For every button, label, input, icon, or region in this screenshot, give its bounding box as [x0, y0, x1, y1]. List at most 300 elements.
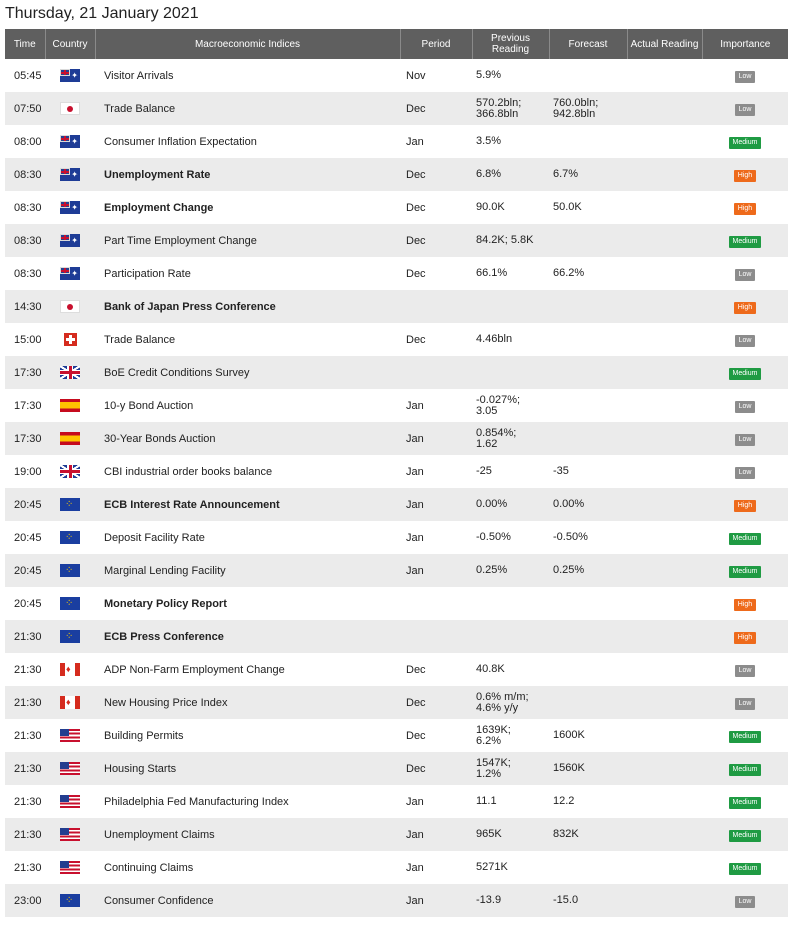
- previous-line1: 1547K;: [476, 756, 511, 769]
- event-previous: [472, 389, 549, 422]
- event-name[interactable]: CBI industrial order books balance: [95, 455, 400, 488]
- event-name[interactable]: ECB Press Conference: [95, 620, 400, 653]
- spain-flag-icon: [60, 432, 80, 445]
- event-name[interactable]: Employment Change: [95, 191, 400, 224]
- previous-line1: 90.0K: [476, 201, 505, 213]
- japan-flag-icon: [60, 102, 80, 115]
- event-forecast: [549, 818, 627, 851]
- australia-flag-icon: [60, 201, 80, 214]
- event-forecast: [549, 389, 627, 422]
- event-actual: [627, 125, 702, 158]
- previous-line1: -25: [476, 465, 492, 477]
- event-importance: [702, 686, 788, 719]
- table-row[interactable]: [5, 257, 788, 290]
- previous-line1: 6.8%: [476, 168, 502, 180]
- previous-line2: 4.6% y/y: [476, 701, 519, 714]
- event-name[interactable]: Marginal Lending Facility: [95, 554, 400, 587]
- switzerland-flag-icon: [64, 333, 77, 346]
- event-time: 08:30: [5, 224, 45, 257]
- event-actual: [627, 818, 702, 851]
- event-period: Nov: [400, 59, 472, 92]
- event-name[interactable]: 10-y Bond Auction: [95, 389, 400, 422]
- event-country: [45, 422, 95, 455]
- event-name[interactable]: Visitor Arrivals: [95, 59, 400, 92]
- previous-line2: 1.2%: [476, 767, 502, 780]
- column-header-previous-line1: Previous: [491, 33, 530, 44]
- eu-flag-icon: [60, 894, 80, 907]
- usa-flag-icon: [60, 795, 80, 808]
- event-period: Dec: [400, 191, 472, 224]
- event-country: [45, 620, 95, 653]
- event-country: [45, 59, 95, 92]
- event-name[interactable]: Continuing Claims: [95, 851, 400, 884]
- eu-flag-icon: [60, 630, 80, 643]
- event-period: Jan: [400, 422, 472, 455]
- table-header: [5, 29, 788, 59]
- event-period: Jan: [400, 389, 472, 422]
- table-row[interactable]: [5, 422, 788, 455]
- table-row[interactable]: [5, 356, 788, 389]
- event-period: [400, 356, 472, 389]
- event-time: 08:30: [5, 191, 45, 224]
- table-row[interactable]: [5, 851, 788, 884]
- event-country: [45, 92, 95, 125]
- importance-badge: Low: [735, 401, 756, 413]
- event-time: 17:30: [5, 356, 45, 389]
- event-importance: [702, 290, 788, 323]
- event-country: [45, 125, 95, 158]
- event-importance: [702, 719, 788, 752]
- usa-flag-icon: [60, 861, 80, 874]
- event-previous: [472, 257, 549, 290]
- forecast-line1: -35: [553, 465, 569, 477]
- previous-line1: 0.854%;: [476, 426, 517, 439]
- table-row[interactable]: [5, 158, 788, 191]
- importance-badge: High: [734, 170, 756, 182]
- importance-badge: Medium: [729, 137, 762, 149]
- event-name[interactable]: Consumer Confidence: [95, 884, 400, 917]
- event-actual: [627, 290, 702, 323]
- event-actual: [627, 620, 702, 653]
- event-importance: [702, 818, 788, 851]
- importance-badge: Low: [735, 665, 756, 677]
- event-period: Dec: [400, 92, 472, 125]
- event-previous: [472, 323, 549, 356]
- previous-line1: -0.027%;: [476, 393, 521, 406]
- event-importance: [702, 125, 788, 158]
- event-time: 17:30: [5, 389, 45, 422]
- event-forecast: [549, 191, 627, 224]
- event-actual: [627, 884, 702, 917]
- table-row[interactable]: [5, 323, 788, 356]
- event-name[interactable]: Participation Rate: [95, 257, 400, 290]
- event-country: [45, 653, 95, 686]
- event-period: Jan: [400, 125, 472, 158]
- event-time: 08:30: [5, 158, 45, 191]
- event-actual: [627, 257, 702, 290]
- event-importance: [702, 224, 788, 257]
- event-name[interactable]: Building Permits: [95, 719, 400, 752]
- event-period: [400, 587, 472, 620]
- event-country: [45, 389, 95, 422]
- importance-badge: High: [734, 302, 756, 314]
- eu-flag-icon: [60, 564, 80, 577]
- previous-line1: 84.2K; 5.8K: [476, 234, 534, 246]
- event-period: Dec: [400, 158, 472, 191]
- event-actual: [627, 521, 702, 554]
- event-period: Jan: [400, 554, 472, 587]
- event-time: 20:45: [5, 587, 45, 620]
- previous-line1: 0.25%: [476, 564, 508, 576]
- event-importance: [702, 389, 788, 422]
- event-country: [45, 290, 95, 323]
- table-row[interactable]: [5, 290, 788, 323]
- event-name[interactable]: BoE Credit Conditions Survey: [95, 356, 400, 389]
- previous-line1: -0.50%: [476, 531, 511, 543]
- table-row[interactable]: [5, 455, 788, 488]
- event-name[interactable]: Bank of Japan Press Conference: [95, 290, 400, 323]
- event-country: [45, 521, 95, 554]
- event-country: [45, 323, 95, 356]
- event-name[interactable]: Unemployment Rate: [95, 158, 400, 191]
- event-forecast: [549, 884, 627, 917]
- event-actual: [627, 686, 702, 719]
- event-actual: [627, 455, 702, 488]
- event-forecast: [549, 125, 627, 158]
- event-importance: [702, 488, 788, 521]
- event-name[interactable]: Housing Starts: [95, 752, 400, 785]
- event-time: 23:00: [5, 884, 45, 917]
- table-row[interactable]: [5, 719, 788, 752]
- japan-flag-icon: [60, 300, 80, 313]
- previous-line1: 1639K;: [476, 723, 511, 736]
- event-time: 21:30: [5, 752, 45, 785]
- event-importance: [702, 422, 788, 455]
- table-row[interactable]: [5, 818, 788, 851]
- previous-line1: 0.00%: [476, 498, 508, 510]
- event-period: [400, 620, 472, 653]
- australia-flag-icon: [60, 168, 80, 181]
- event-importance: [702, 884, 788, 917]
- event-previous: [472, 521, 549, 554]
- table-row[interactable]: [5, 686, 788, 719]
- forecast-line1: 760.0bln;: [553, 96, 599, 109]
- event-forecast: [549, 785, 627, 818]
- event-period: Dec: [400, 257, 472, 290]
- event-time: 21:30: [5, 818, 45, 851]
- column-header-time[interactable]: Time: [5, 29, 45, 59]
- event-previous: [472, 290, 549, 323]
- event-time: 08:00: [5, 125, 45, 158]
- event-previous: [472, 125, 549, 158]
- event-period: Jan: [400, 521, 472, 554]
- event-forecast: [549, 356, 627, 389]
- event-time: 21:30: [5, 653, 45, 686]
- previous-line1: 4.46bln: [476, 333, 513, 345]
- previous-line2: 366.8bln: [476, 107, 519, 120]
- column-header-forecast[interactable]: Forecast: [549, 29, 627, 59]
- event-forecast: [549, 455, 627, 488]
- event-name[interactable]: Philadelphia Fed Manufacturing Index: [95, 785, 400, 818]
- table-row[interactable]: [5, 488, 788, 521]
- table-row[interactable]: [5, 389, 788, 422]
- usa-flag-icon: [60, 762, 80, 775]
- event-country: [45, 257, 95, 290]
- event-forecast: [549, 323, 627, 356]
- usa-flag-icon: [60, 828, 80, 841]
- event-importance: [702, 521, 788, 554]
- event-time: 14:30: [5, 290, 45, 323]
- event-previous: [472, 719, 549, 752]
- event-time: 20:45: [5, 488, 45, 521]
- event-forecast: [549, 587, 627, 620]
- event-importance: [702, 554, 788, 587]
- event-country: [45, 488, 95, 521]
- previous-line2: 3.05: [476, 404, 498, 417]
- event-name[interactable]: Trade Balance: [95, 323, 400, 356]
- event-time: 21:30: [5, 851, 45, 884]
- column-header-indices[interactable]: Macroeconomic Indices: [95, 29, 400, 59]
- event-actual: [627, 752, 702, 785]
- usa-flag-icon: [60, 729, 80, 742]
- event-country: [45, 752, 95, 785]
- column-header-country[interactable]: Country: [45, 29, 95, 59]
- event-period: Jan: [400, 818, 472, 851]
- event-previous: [472, 191, 549, 224]
- event-country: [45, 851, 95, 884]
- event-period: Jan: [400, 488, 472, 521]
- importance-badge: High: [734, 203, 756, 215]
- event-importance: [702, 59, 788, 92]
- column-header-previous[interactable]: [472, 29, 549, 59]
- event-name[interactable]: Unemployment Claims: [95, 818, 400, 851]
- event-period: Jan: [400, 851, 472, 884]
- event-name[interactable]: Part Time Employment Change: [95, 224, 400, 257]
- event-forecast: [549, 59, 627, 92]
- event-forecast: [549, 521, 627, 554]
- importance-badge: Low: [735, 896, 756, 908]
- event-country: [45, 158, 95, 191]
- event-forecast: [549, 224, 627, 257]
- event-actual: [627, 851, 702, 884]
- event-importance: [702, 785, 788, 818]
- importance-badge: Low: [735, 467, 756, 479]
- event-country: [45, 356, 95, 389]
- importance-badge: Low: [735, 71, 756, 83]
- event-forecast: [549, 653, 627, 686]
- australia-flag-icon: [60, 234, 80, 247]
- importance-badge: High: [734, 599, 756, 611]
- previous-line1: 40.8K: [476, 663, 505, 675]
- event-time: 21:30: [5, 719, 45, 752]
- importance-badge: Low: [735, 335, 756, 347]
- event-country: [45, 224, 95, 257]
- table-body: [5, 59, 788, 917]
- event-forecast: [549, 554, 627, 587]
- table-row[interactable]: [5, 554, 788, 587]
- table-row[interactable]: [5, 587, 788, 620]
- event-name[interactable]: ADP Non-Farm Employment Change: [95, 653, 400, 686]
- event-importance: [702, 455, 788, 488]
- event-country: [45, 785, 95, 818]
- forecast-line1: -15.0: [553, 894, 579, 906]
- importance-badge: Low: [735, 269, 756, 281]
- previous-line1: 5.9%: [476, 69, 502, 81]
- event-previous: [472, 818, 549, 851]
- table-row[interactable]: [5, 191, 788, 224]
- table-row[interactable]: [5, 59, 788, 92]
- event-previous: [472, 92, 549, 125]
- event-name[interactable]: Consumer Inflation Expectation: [95, 125, 400, 158]
- previous-line1: 66.1%: [476, 267, 508, 279]
- event-actual: [627, 191, 702, 224]
- forecast-line2: 942.8bln: [553, 107, 596, 120]
- event-country: [45, 191, 95, 224]
- event-name[interactable]: ECB Interest Rate Announcement: [95, 488, 400, 521]
- event-importance: [702, 851, 788, 884]
- event-country: [45, 686, 95, 719]
- event-name[interactable]: Monetary Policy Report: [95, 587, 400, 620]
- column-header-period[interactable]: Period: [400, 29, 472, 59]
- event-name[interactable]: New Housing Price Index: [95, 686, 400, 719]
- table-row[interactable]: [5, 620, 788, 653]
- event-previous: [472, 851, 549, 884]
- eu-flag-icon: [60, 597, 80, 610]
- table-row[interactable]: [5, 752, 788, 785]
- previous-line1: 965K: [476, 828, 502, 840]
- event-previous: [472, 620, 549, 653]
- event-previous: [472, 884, 549, 917]
- event-time: 08:30: [5, 257, 45, 290]
- event-previous: [472, 224, 549, 257]
- event-previous: [472, 785, 549, 818]
- event-actual: [627, 356, 702, 389]
- column-header-importance[interactable]: Importance: [702, 29, 788, 59]
- event-previous: [472, 653, 549, 686]
- event-period: Dec: [400, 719, 472, 752]
- event-time: 21:30: [5, 686, 45, 719]
- forecast-line1: 0.00%: [553, 498, 585, 510]
- event-period: Dec: [400, 653, 472, 686]
- event-previous: [472, 356, 549, 389]
- event-importance: [702, 752, 788, 785]
- event-name[interactable]: Deposit Facility Rate: [95, 521, 400, 554]
- event-period: Jan: [400, 884, 472, 917]
- event-forecast: [549, 92, 627, 125]
- event-name[interactable]: Trade Balance: [95, 92, 400, 125]
- forecast-line1: 1560K: [553, 762, 585, 774]
- importance-badge: Medium: [729, 368, 762, 380]
- importance-badge: Medium: [729, 830, 762, 842]
- event-actual: [627, 59, 702, 92]
- event-forecast: [549, 488, 627, 521]
- event-time: 20:45: [5, 554, 45, 587]
- event-time: 19:00: [5, 455, 45, 488]
- event-country: [45, 554, 95, 587]
- event-forecast: [549, 620, 627, 653]
- forecast-line1: 50.0K: [553, 201, 582, 213]
- importance-badge: Medium: [729, 731, 762, 743]
- event-actual: [627, 323, 702, 356]
- event-name[interactable]: 30-Year Bonds Auction: [95, 422, 400, 455]
- previous-line1: 0.6% m/m;: [476, 690, 529, 703]
- canada-flag-icon: [60, 696, 80, 709]
- importance-badge: Medium: [729, 533, 762, 545]
- table-row[interactable]: [5, 92, 788, 125]
- event-actual: [627, 158, 702, 191]
- event-period: Dec: [400, 686, 472, 719]
- column-header-previous-line2: Reading: [491, 44, 530, 55]
- event-actual: [627, 785, 702, 818]
- event-importance: [702, 620, 788, 653]
- event-previous: [472, 686, 549, 719]
- table-row[interactable]: [5, 884, 788, 917]
- previous-line1: 570.2bln;: [476, 96, 522, 109]
- event-time: 20:45: [5, 521, 45, 554]
- event-forecast: [549, 851, 627, 884]
- importance-badge: Low: [735, 434, 756, 446]
- previous-line2: 1.62: [476, 437, 498, 450]
- canada-flag-icon: [60, 663, 80, 676]
- event-country: [45, 719, 95, 752]
- event-period: Dec: [400, 752, 472, 785]
- event-actual: [627, 488, 702, 521]
- event-time: 07:50: [5, 92, 45, 125]
- event-period: Jan: [400, 785, 472, 818]
- event-period: [400, 290, 472, 323]
- event-importance: [702, 323, 788, 356]
- forecast-line1: 6.7%: [553, 168, 579, 180]
- previous-line1: 5271K: [476, 861, 508, 873]
- event-period: Dec: [400, 323, 472, 356]
- table-row[interactable]: [5, 521, 788, 554]
- event-country: [45, 884, 95, 917]
- previous-line1: 3.5%: [476, 135, 502, 147]
- event-forecast: [549, 257, 627, 290]
- event-actual: [627, 653, 702, 686]
- column-header-actual[interactable]: Actual Reading: [627, 29, 702, 59]
- australia-flag-icon: [60, 135, 80, 148]
- forecast-line1: 1600K: [553, 729, 585, 741]
- importance-badge: Low: [735, 698, 756, 710]
- table-row[interactable]: [5, 224, 788, 257]
- previous-line1: -13.9: [476, 894, 502, 906]
- event-previous: [472, 422, 549, 455]
- spain-flag-icon: [60, 399, 80, 412]
- previous-line2: 6.2%: [476, 734, 502, 747]
- table-row[interactable]: [5, 125, 788, 158]
- previous-line1: 11.1: [476, 795, 497, 807]
- event-time: 05:45: [5, 59, 45, 92]
- event-previous: [472, 587, 549, 620]
- table-row[interactable]: [5, 785, 788, 818]
- event-previous: [472, 488, 549, 521]
- importance-badge: Medium: [729, 863, 762, 875]
- eu-flag-icon: [60, 498, 80, 511]
- table-row[interactable]: [5, 653, 788, 686]
- forecast-line1: 12.2: [553, 795, 575, 807]
- event-importance: [702, 587, 788, 620]
- importance-badge: Low: [735, 104, 756, 116]
- event-previous: [472, 455, 549, 488]
- event-previous: [472, 158, 549, 191]
- australia-flag-icon: [60, 267, 80, 280]
- eu-flag-icon: [60, 531, 80, 544]
- event-importance: [702, 92, 788, 125]
- event-time: 21:30: [5, 620, 45, 653]
- event-previous: [472, 59, 549, 92]
- event-forecast: [549, 290, 627, 323]
